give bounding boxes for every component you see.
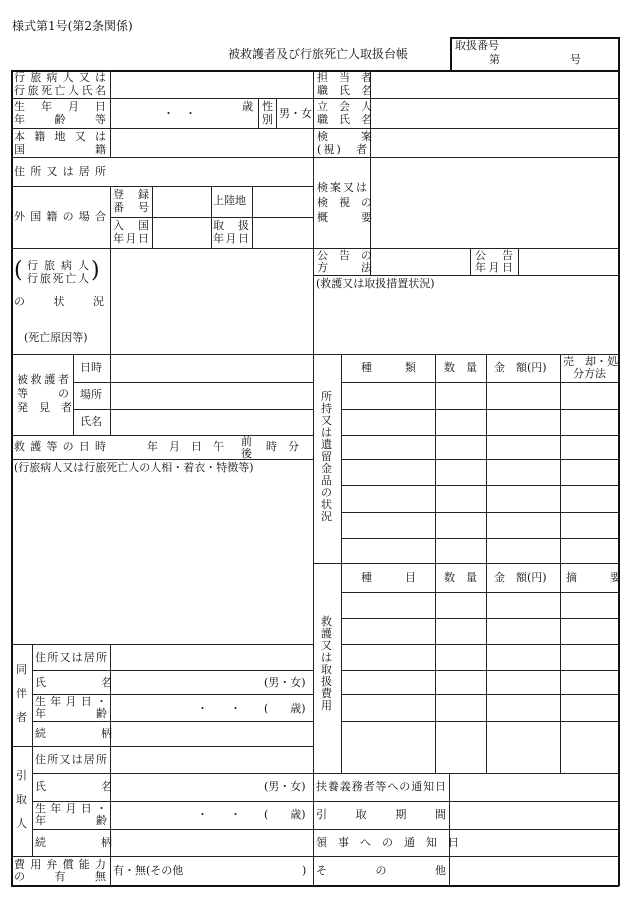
traveler-name-label-2: 行旅死亡人氏名 (14, 84, 106, 97)
sex-label-1: 性 (262, 100, 273, 113)
birth-label-2: 年 齢 等 (14, 113, 106, 126)
cost-label-3: 又 (321, 639, 332, 652)
rescue-hm: 時 分 (266, 440, 299, 453)
handling-date-label-1: 取 扱 (213, 219, 249, 232)
address-label: 住所又は居所 (14, 165, 106, 178)
property-header-disposal-1: 売 却・処 (563, 355, 618, 368)
landing-place-label: 上陸地 (213, 194, 246, 207)
form-number: 様式第1号(第2条関係) (12, 19, 133, 33)
rescue-pm: 後 (241, 447, 252, 460)
receiver-label-3: 人 (16, 817, 27, 830)
other-label: そ の 他 (316, 864, 446, 877)
birth-label-1: 生 年 月 日 (14, 100, 106, 113)
condition-label-2: 行旅死亡人 (27, 272, 89, 285)
condition-label-1: 行旅病人 (27, 259, 89, 272)
sex-label-2: 別 (262, 113, 273, 126)
registration-no-label-2: 番 号 (113, 201, 149, 214)
receiver-birth-separators: ・ ・ (197, 808, 241, 821)
cost-header-amount: 金 額(円) (494, 571, 547, 584)
cost-label-6: 扱 (321, 675, 332, 688)
property-label-1: 所 (321, 390, 332, 403)
other-field[interactable] (453, 859, 613, 881)
finder-label-1: 被救護者 (17, 373, 69, 386)
domicile-label-2: 国 籍 (14, 143, 106, 156)
pickup-period-label: 引 取 期 間 (316, 808, 446, 821)
inquest-label-1: 検 案 (317, 130, 372, 143)
cost-label-5: 取 (321, 663, 332, 676)
ledger-number-suffix: 号 (570, 53, 581, 66)
cost-capacity-close: ) (302, 864, 307, 877)
support-notice-label: 扶養義務者等への通知日 (316, 780, 446, 793)
property-label-6: 留 (321, 450, 332, 463)
rescue-status-label: (救護又は取扱措置状況) (316, 277, 435, 290)
traveler-name-field[interactable] (113, 73, 309, 95)
birth-date-separators: ・ ・ (163, 107, 196, 120)
receiver-birth-label-1: 生年月日・ (35, 802, 107, 815)
cost-header-qty: 数 量 (444, 571, 477, 584)
companion-birth-separators: ・ ・ (197, 702, 241, 715)
rescue-am: 前 (241, 435, 252, 448)
property-label-7: 金 (321, 462, 332, 475)
cost-label-1: 救 (321, 615, 332, 628)
consul-notice-label: 領 事 へ の 通 知 日 (316, 836, 459, 849)
witness-label-1: 立 会 人 (317, 100, 372, 113)
cost-label-8: 用 (321, 699, 332, 712)
form-title: 被救護者及び行旅死亡人取扱台帳 (228, 47, 409, 61)
traveler-name-label-1: 行旅病人又は (14, 71, 106, 84)
witness-label-2: 職 氏 名 (317, 113, 372, 126)
officer-label-2: 職 氏 名 (317, 84, 372, 97)
handling-date-label-2: 年月日 (213, 232, 249, 245)
companion-birth-label-2: 年 齢 (35, 707, 107, 720)
property-label-2: 持 (321, 402, 332, 415)
appearance-field[interactable] (16, 478, 308, 638)
entry-date-label-1: 入 国 (113, 219, 149, 232)
cost-capacity-label-1: 費用弁償能力 (14, 858, 106, 871)
property-label-11: 況 (321, 510, 332, 523)
companion-address-label: 住所又は居所 (35, 651, 107, 664)
condition-note: (死亡原因等) (24, 331, 88, 344)
domicile-label-1: 本籍地又は (14, 130, 106, 143)
receiver-label-2: 取 (16, 793, 27, 806)
companion-name-label: 氏 名 (35, 676, 112, 689)
companion-sex[interactable]: (男・女) (264, 676, 306, 689)
bracket-close: ) (91, 258, 100, 283)
receiver-relation-label: 続 柄 (35, 836, 112, 849)
bracket-open: ( (14, 258, 23, 283)
registration-no-label-1: 登 録 (113, 188, 149, 201)
inquest-summary-label-3: 概 要 (317, 211, 372, 224)
companion-relation-label: 続 柄 (35, 727, 112, 740)
condition-label-3: の 状 況 (14, 295, 104, 308)
cost-capacity-label-2: の 有 無 (14, 870, 106, 883)
property-label-3: 又 (321, 414, 332, 427)
cost-label-2: 護 (321, 627, 332, 640)
ledger-number-prefix: 第 (489, 53, 500, 66)
consul-notice-field[interactable] (453, 832, 613, 854)
notice-date-label-2: 年月日 (475, 261, 513, 274)
property-label-10: 状 (321, 498, 332, 511)
notice-method-label-2: 方 法 (317, 261, 372, 274)
inquest-label-2: (視) 者 (317, 143, 367, 156)
receiver-name-label: 氏 名 (35, 780, 112, 793)
companion-birth-label-1: 生年月日・ (35, 695, 107, 708)
finder-name-label: 氏名 (80, 415, 102, 428)
ledger-number-label: 取扱番号 (455, 39, 499, 52)
ledger-number-field[interactable] (502, 50, 564, 64)
property-label-8: 品 (321, 474, 332, 487)
finder-datetime-label: 日時 (80, 361, 102, 374)
address-field[interactable] (113, 160, 309, 182)
property-header-amount: 金 額(円) (494, 361, 547, 374)
receiver-label-1: 引 (16, 769, 27, 782)
property-header-kind: 種 類 (361, 361, 416, 374)
foreign-label: 外国籍の場合 (14, 210, 106, 223)
notice-method-label-1: 公 告 の (317, 249, 372, 262)
cost-label-4: は (321, 651, 332, 664)
receiver-address-label: 住所又は居所 (35, 753, 107, 766)
domicile-field[interactable] (113, 131, 309, 153)
companion-label-1: 同 (16, 663, 27, 676)
property-header-qty: 数 量 (444, 361, 477, 374)
sex-value[interactable]: 男・女 (279, 107, 312, 120)
property-label-9: の (321, 486, 332, 499)
rescue-status-field[interactable] (318, 294, 614, 350)
age-unit: 歳 (242, 100, 253, 113)
notice-date-label-1: 公 告 (475, 249, 513, 262)
finder-label-2: 等 の (17, 387, 69, 400)
receiver-age: ( 歳) (264, 808, 306, 821)
companion-label-3: 者 (16, 711, 27, 724)
witness-field[interactable] (374, 102, 614, 124)
officer-label-1: 担 当 者 (317, 71, 372, 84)
rescue-date-ymd: 年 月 日 午 (147, 440, 224, 453)
cost-capacity-value[interactable]: 有・無(その他 (113, 864, 184, 877)
property-header-disposal-2: 分方法 (573, 367, 606, 380)
appearance-note: (行旅病人又は行旅死亡人の人相・着衣・特徴等) (14, 461, 254, 474)
inquest-summary-label-2: 検 視 の (317, 196, 372, 209)
inquest-summary-field[interactable] (374, 161, 614, 243)
property-label-4: は (321, 426, 332, 439)
pickup-period-field[interactable] (453, 804, 613, 826)
rescue-date-label: 救護等の日時 (14, 440, 106, 453)
entry-date-label-2: 年月日 (113, 232, 149, 245)
receiver-birth-label-2: 年 齢 (35, 814, 107, 827)
property-label-5: 遺 (321, 438, 332, 451)
companion-age: ( 歳) (264, 702, 306, 715)
receiver-sex[interactable]: (男・女) (264, 780, 306, 793)
officer-field[interactable] (374, 73, 614, 95)
inquest-field[interactable] (374, 131, 614, 153)
cost-header-remarks: 摘 要 (566, 571, 621, 584)
support-notice-field[interactable] (453, 776, 613, 798)
finder-label-3: 発 見 者 (17, 401, 72, 414)
inquest-summary-label-1: 検案又は (317, 181, 367, 194)
cost-header-item: 種 目 (361, 571, 416, 584)
companion-label-2: 伴 (16, 687, 27, 700)
finder-place-label: 場所 (80, 388, 102, 401)
cost-label-7: 費 (321, 687, 332, 700)
